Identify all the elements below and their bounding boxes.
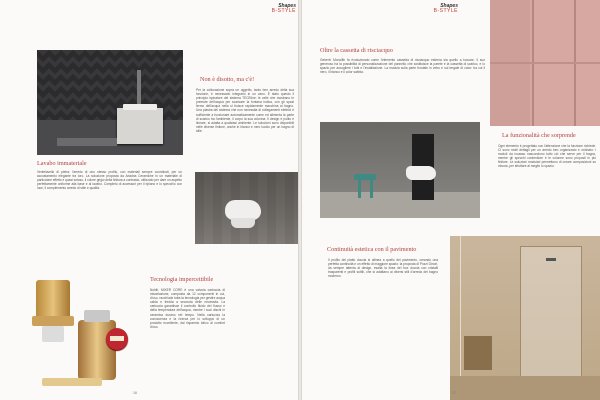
page-number-left: 16 bbox=[133, 391, 137, 395]
page-number-right: 17 bbox=[452, 391, 456, 395]
brand-line2-right: B-STYLE bbox=[433, 8, 458, 14]
cartridge-photo bbox=[18, 250, 138, 400]
section-body-continuita: Il profilo del piatto doccia si allinea a quello del pavimento, creando una perfetta continuità e un effetto di maggiore spazio: la proposta di Pozzi Ginori, da sempre attenta al design, esalta la linea del box doccia con cristalli trasparenti e profili sottili, che si adattano ai diversi stili d'arredo del bagno moderno. bbox=[328, 258, 438, 279]
brand-line1-right: Shapes bbox=[440, 3, 458, 9]
section-title-lavabo: Lavabo immateriale bbox=[37, 160, 87, 167]
brand-logo-left-page bbox=[268, 4, 296, 14]
section-title-nonsolo: Non è disotto, ma c'è! bbox=[200, 76, 255, 83]
bathroom-dark-photo bbox=[37, 50, 183, 155]
section-title-continuita: Continuità estetica con il pavimento bbox=[327, 246, 417, 253]
section-body-lavabo: Ventelavello di pietra: l'arredo di uno stesso profilo, con materiali sempre coordinati, per un accostamento elegante tra loro. La soluzione proposta da Ariadna Ceramiche in un materiale di particolare effetto e quasi setoso, il colore grigio della finitura a contrasto, utilizzato per dare un aspetto perfettamente uniforme alla base e al lavabo. Completo di accessori per il ripiano e lo specchio con luce, il complemento arredo di stile e qualità. bbox=[37, 170, 182, 191]
brand-line1: Shapes bbox=[278, 3, 296, 9]
pink-cabinet-photo bbox=[490, 0, 600, 126]
section-body-nonsolo: Per la collocazione sopra un oggetto, tanto ben arredo della sua funzione, è necessario integrarlo in un vano. È stato questo il principio ispiratore del sistema TECEline: le celle che mostrano le premute dell'acqua per scaricare la fontana indica, con gli spazi fermo dell'acqua nella si fruisce rapidamente macchina al bagno. Una piastra del sistema che non necessita di collegamenti elettrici è sufficiente a funzionare automaticamente come ed alimenta la parte di scarico tra l'ambiente, il corpo la sua colonna. Il design è pulito e lineare, si adatta a qualsiasi ambiente. Le soluzioni sono disponibili nelle diverse finiture, anche in bianco e nero lucido per un bagno di stile. bbox=[196, 88, 294, 133]
monolith-toilet-photo bbox=[320, 122, 480, 218]
section-body-cassetta: Geberit: Monolith fa rivoluzionato come l'elemento cassetta di risciacquo esterna sia quello a toccare. Il suo generoso ha la possibilità di personalizzazione del pannello che sostituisce la parete e la cassetta di scarico, e lo spazio per accogliere i tubi e l'installazione. La modula sulla parte frontale in vetro e sul tergale di color: tra cui il nero, il bianco e il color sabbia. bbox=[320, 58, 485, 75]
section-body-funzionalita: Ogni elemento è progettato con l'attenzione che la funzione richiede. Ci sono molti dettagli per un arredo ben organizzato e ordinato: i moduli da incasso nascondono tutto ciò che serve per il bagno, mentre gli specchi contenitore e le colonne sono proposti in più finiture. Le soluzioni modulari permettono di creare composizioni su misura, per sfruttare al meglio lo spazio. bbox=[498, 144, 596, 169]
wall-toilet-photo bbox=[195, 172, 298, 244]
right-page bbox=[302, 0, 600, 400]
section-title-tecnologia: Tecnologia impercettibile bbox=[150, 276, 214, 283]
section-title-cassetta: Oltre la cassetta di risciacquo bbox=[320, 47, 393, 54]
brand-line2: B-STYLE bbox=[271, 8, 296, 14]
section-title-funzionalita: La funzionalità che sorprende bbox=[502, 132, 576, 139]
left-page bbox=[0, 0, 298, 400]
shower-photo bbox=[450, 236, 600, 400]
brand-logo-right-page bbox=[430, 4, 458, 14]
section-body-tecnologia: Nobili: MIXER CORE è una valvola cartuccia di miscelazione, composta da 12 componenti in cui, d'uso, racchiude tutta la tecnologia per gestire acqua calda e fredda a seconda delle necessità. La cartuccia garantisce il controllo fluido del flusso e della temperatura dell'acqua, mentre i suoi dischi in ceramica durano nel tempo. Nella cartuccia la conoscenza e la ricerca per lo sviluppo di un prodotto eccellente, dal risparmio idrico al comfort d'uso. bbox=[150, 288, 225, 329]
